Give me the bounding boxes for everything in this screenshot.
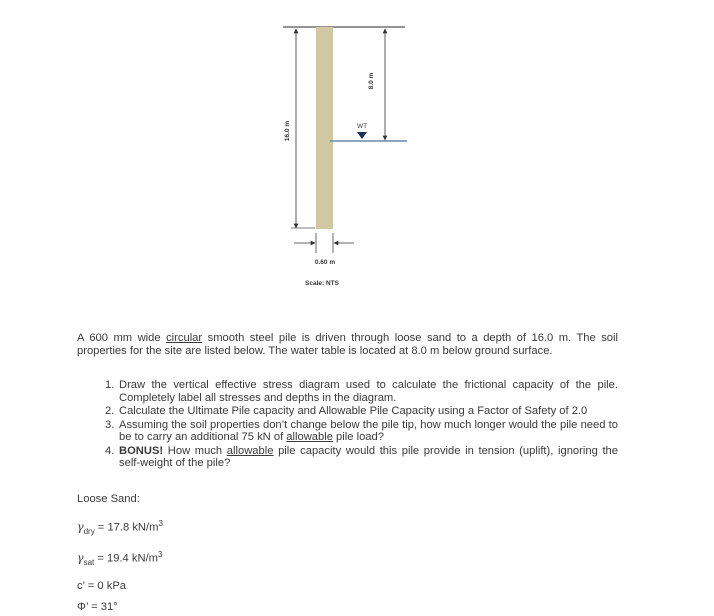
gamma-sat-exponent: 3: [157, 550, 163, 559]
task-number: 3.: [105, 418, 115, 431]
gamma-dry-row: [77, 519, 163, 536]
gamma-symbol: γ: [77, 551, 84, 565]
task-text-b: pile load?: [332, 431, 384, 443]
gamma-dry-value: = 17.8 kN/m: [94, 521, 159, 534]
problem-text-underlined: circular: [166, 332, 203, 344]
gamma-dry-exponent: 3: [158, 519, 163, 528]
wt-label: WT: [356, 123, 368, 130]
task-text-a: How much: [163, 444, 227, 457]
width-label: 0.60 m: [314, 259, 336, 266]
task-text: Draw the vertical effective stress diagram used to calculate the frictional capacity of the pile. Completely label all stresses and depths in the diagram.: [119, 379, 618, 404]
bonus-label: BONUS!: [119, 444, 164, 457]
soil-title: Loose Sand:: [77, 493, 140, 505]
task-number: 4.: [105, 444, 115, 457]
problem-text-b: smooth steel pile is driven through loose sand to a depth of 16.0 m. The soil properties for the site are listed below. The water table is located at 8.0 m below ground surface.: [77, 332, 618, 357]
water-table-triangle-icon: [357, 132, 367, 139]
task-text-b: pile capacity would this pile provide in tension (uplift), ignoring the self-weight of the pile?: [119, 444, 618, 469]
cohesion-row: c’ = 0 kPa: [77, 580, 127, 592]
task-item-2: [105, 405, 618, 418]
pile: [316, 27, 333, 229]
phi-value: ’ = 31°: [85, 601, 118, 613]
task-list: [105, 379, 618, 471]
gamma-dry-subscript: dry: [83, 526, 95, 536]
task-item-4: [105, 444, 618, 470]
right-dimension-label: 8.0 m: [368, 72, 375, 90]
gamma-sat-subscript: sat: [83, 557, 95, 567]
task-item-3: [105, 418, 618, 444]
problem-text-a: A 600 mm wide: [77, 332, 167, 344]
scale-label: Scale: NTS: [305, 280, 339, 287]
gamma-sat-value: = 19.4 kN/m: [94, 552, 158, 565]
problem-statement: [77, 332, 618, 357]
phi-row: [77, 601, 118, 613]
gamma-sat-row: [77, 550, 162, 567]
task-item-1: [105, 379, 618, 404]
task-text-underlined: allowable: [286, 431, 333, 443]
task-text: Calculate the Ultimate Pile capacity and Allowable Pile Capacity using a Factor of Safety of 2.0: [119, 405, 588, 417]
task-number: 2.: [105, 405, 115, 417]
task-number: 1.: [105, 379, 115, 391]
task-text-a: Assuming the soil properties don’t change below the pile tip, how much longer would the pile need to be to carry an additional 75 kN of: [119, 418, 618, 443]
left-dimension-label: 16.0 m: [284, 120, 291, 142]
task-text-underlined: allowable: [226, 444, 274, 457]
phi-symbol: Φ: [77, 601, 86, 613]
gamma-symbol: γ: [77, 520, 84, 534]
